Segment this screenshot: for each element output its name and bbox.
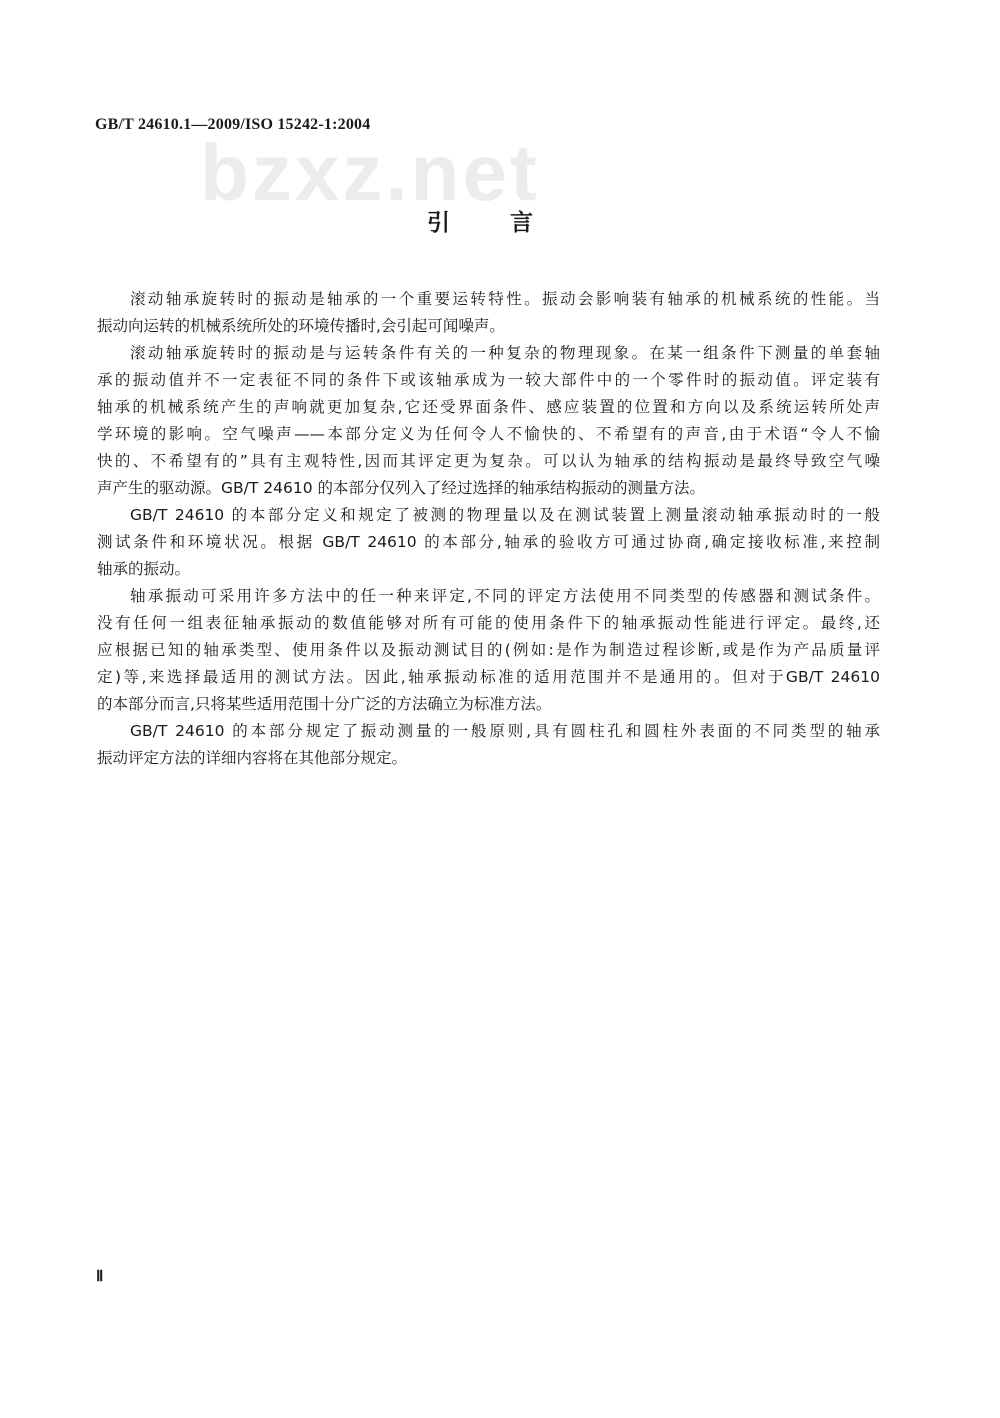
text-line: 的本部分而言,只将某些适用范围十分广泛的方法确立为标准方法。 [97, 695, 552, 713]
paragraph [97, 718, 880, 772]
text-line: 定)等,来选择最适用的测试方法。因此,轴承振动标准的适用范围并不是通用的。但对于GB/T 24610 [97, 668, 880, 686]
title-char: 引 [427, 210, 450, 236]
text-line: 振动评定方法的详细内容将在其他部分规定。 [97, 749, 408, 767]
text-line: 轴承的振动。 [97, 560, 191, 578]
standard-number-header: GB/T 24610.1—2009/ISO 15242-1:2004 [95, 116, 371, 133]
text-line: GB/T 24610 的本部分定义和规定了被测的物理量以及在测试装置上测量滚动轴承振动时的一般 [130, 506, 880, 524]
text-line: GB/T 24610 的本部分规定了振动测量的一般原则,具有圆柱孔和圆柱外表面的不同类型的轴承 [130, 722, 880, 740]
text-line: 声产生的驱动源。GB/T 24610 的本部分仅列入了经过选择的轴承结构振动的测量方法。 [97, 479, 705, 497]
text-line: 学环境的影响。空气噪声——本部分定义为任何令人不愉快的、不希望有的声音,由于术语“令人不愉 [97, 425, 880, 443]
paragraph [97, 286, 880, 340]
text-line: 快的、不希望有的”具有主观特性,因而其评定更为复杂。可以认为轴承的结构振动是最终导致空气噪 [97, 452, 880, 470]
body-text [97, 286, 880, 772]
paragraph [97, 340, 880, 502]
watermark: bzxz.net [200, 128, 540, 217]
text-line: 滚动轴承旋转时的振动是轴承的一个重要运转特性。振动会影响装有轴承的机械系统的性能。当 [130, 290, 880, 308]
text-line: 滚动轴承旋转时的振动是与运转条件有关的一种复杂的物理现象。在某一组条件下测量的单套轴 [130, 344, 880, 362]
text-line: 振动向运转的机械系统所处的环境传播时,会引起可闻噪声。 [97, 317, 505, 335]
section-title [0, 210, 960, 237]
text-line: 应根据已知的轴承类型、使用条件以及振动测试目的(例如:是作为制造过程诊断,或是作为产品质量评 [97, 641, 880, 659]
text-line: 测试条件和环境状况。根据 GB/T 24610 的本部分,轴承的验收方可通过协商,确定接收标准,来控制 [97, 533, 880, 551]
text-line: 承的振动值并不一定表征不同的条件下或该轴承成为一较大部件中的一个零件时的振动值。评定装有 [97, 371, 880, 389]
page-number: Ⅱ [96, 1269, 104, 1285]
paragraph [97, 583, 880, 718]
text-line: 没有任何一组表征轴承振动的数值能够对所有可能的使用条件下的轴承振动性能进行评定。最终,还 [97, 614, 880, 632]
paragraph [97, 502, 880, 583]
text-line: 轴承振动可采用许多方法中的任一种来评定,不同的评定方法使用不同类型的传感器和测试条件。 [130, 587, 880, 605]
text-line: 轴承的机械系统产生的声响就更加复杂,它还受界面条件、感应装置的位置和方向以及系统运转所处声 [97, 398, 880, 416]
title-char: 言 [510, 210, 533, 236]
